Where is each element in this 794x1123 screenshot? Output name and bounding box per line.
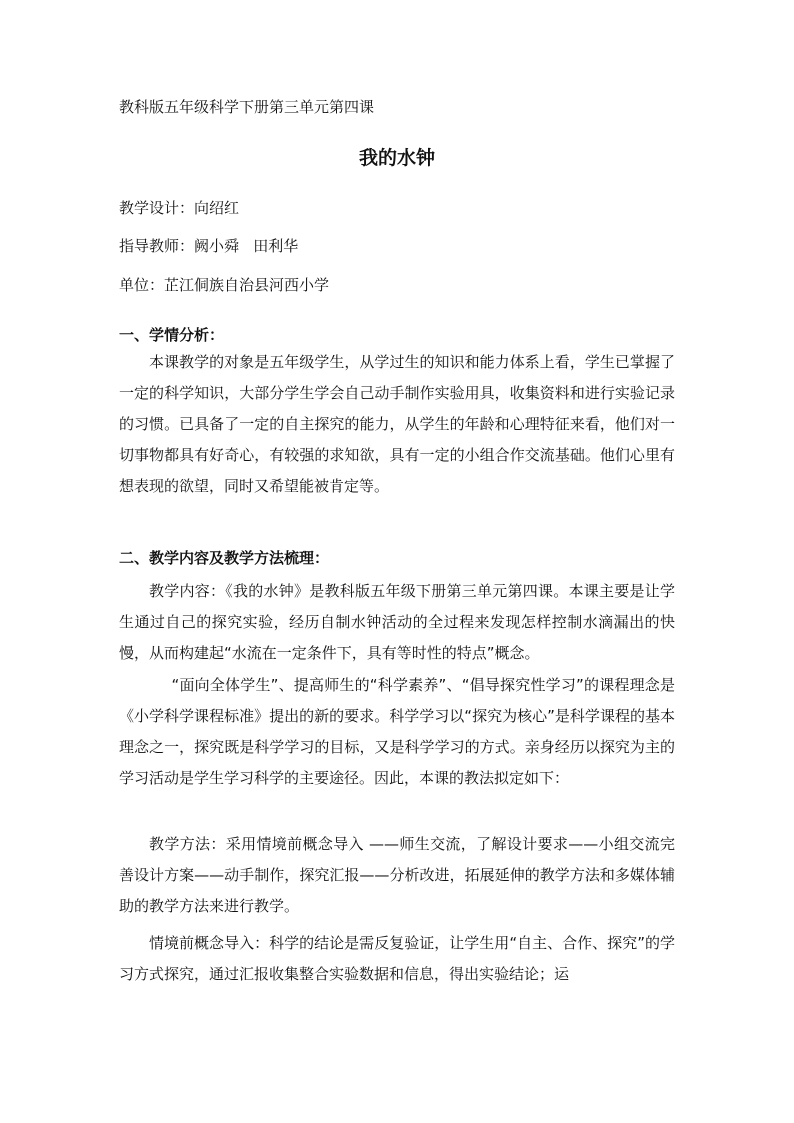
- advisor-line: 指导教师：阙小舜 田利华: [119, 237, 299, 255]
- paragraph-learner-analysis: 本课教学的对象是五年级学生，从学过生的知识和能力体系上看，学生已掌握了一定的科学知识，大部分学生学会自己动手制作实验用具，收集资料和进行实验记录的习惯。已具备了一定的自主探究的能力，从学生的年龄和心理特征来看，他们对一切事物都具有好奇心，有较强的求知欲，具有一定的小组合作交流基础。他们心里有想表现的欲望，同时又希望能被肯定等。: [119, 353, 675, 495]
- paragraph-teaching-content: 教学内容：《我的水钟》是教科版五年级下册第三单元第四课。本课主要是让学生通过自己的探究实验，经历自制水钟活动的全过程来发现怎样控制水滴漏出的快慢，从而构建起“水流在一定条件下，具有等时性的特点”概念。: [119, 582, 675, 662]
- paragraph-situation-intro: 情境前概念导入：科学的结论是需反复验证，让学生用“自主、合作、探究”的学习方式探究，通过汇报收集整合实验数据和信息，得出实验结论；运: [119, 934, 675, 983]
- unit-line: 单位：芷江侗族自治县河西小学: [119, 276, 330, 294]
- designer-line: 教学设计：向绍红: [119, 199, 240, 217]
- page-title: 我的水钟: [358, 147, 435, 169]
- paragraph-teaching-method: 教学方法：采用情境前概念导入 ——师生交流，了解设计要求——小组交流完善设计方案——动手制作，探究汇报——分析改进，拓展延伸的教学方法和多媒体辅助的教学方法来进行教学。: [119, 835, 675, 915]
- paragraph-curriculum-concept: “面向全体学生”、提高师生的“科学素养”、“倡导探究性学习”的课程理念是《小学科学课程标准》提出的新的要求。科学学习以“探究为核心”是科学课程的基本理念之一，探究既是科学学习的目标，又是科学学习的方式。亲身经历以探究为主的学习活动是学生学习科学的主要途径。因此，本课的教法拟定如下：: [119, 676, 675, 787]
- course-line: 教科版五年级科学下册第三单元第四课: [119, 98, 375, 116]
- section-heading-learner-analysis: 一、学情分析：: [119, 326, 225, 344]
- section-heading-content-methods: 二、教学内容及教学方法梳理：: [119, 549, 330, 567]
